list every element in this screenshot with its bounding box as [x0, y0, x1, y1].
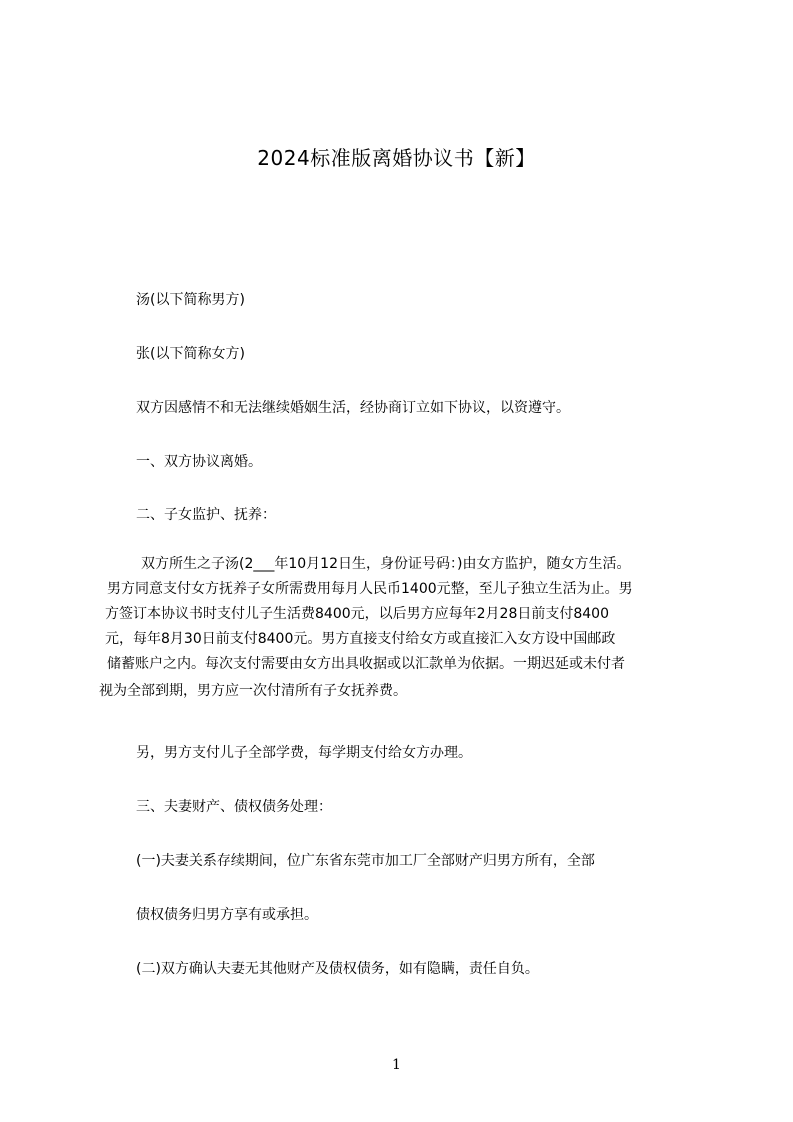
clause-2-extra: 另，男方支付儿子全部学费，每学期支付给女方办理。 [136, 745, 472, 761]
clause-2-heading: 二、子女监护、抚养： [136, 507, 276, 523]
clause-2-body-line: 视为全部到期，男方应一次付清所有子女抚养费。 [99, 683, 407, 699]
clause-3-item-1-continuation: 债权债务归男方享有或承担。 [136, 907, 318, 923]
clause-2-body-line: 储蓄账户之内。每次支付需要由女方出具收据或以汇款单为依据。一期迟延或未付者 [107, 656, 625, 672]
clause-3-heading: 三、夫妻财产、债权债务处理： [136, 799, 332, 815]
preamble: 双方因感情不和无法继续婚姻生活，经协商订立如下协议，以资遵守。 [136, 400, 570, 416]
clause-2-body-line: 方签订本协议书时支付儿子生活费8400元，以后男方应每年2月28日前支付8400 [105, 606, 609, 622]
clause-3-item-2: (二)双方确认夫妻无其他财产及债权债务，如有隐瞒，责任自负。 [136, 961, 539, 977]
clause-2-body [0, 554, 793, 714]
document-title: 2024标准版离婚协议书【新】 [257, 146, 536, 170]
party-female: 张(以下简称女方) [136, 346, 245, 362]
party-male: 汤(以下简称男方) [136, 292, 245, 308]
clause-2-body-line: 双方所生之子汤(2___年10月12日生，身份证号码：)由女方监护，随女方生活。 [141, 556, 631, 572]
clause-2-body-line: 男方同意支付女方抚养子女所需费用每月人民币1400元整，至儿子独立生活为止。男 [107, 581, 633, 597]
page-number: 1 [392, 1057, 401, 1073]
clause-2-body-line: 元，每年8月30日前支付8400元。男方直接支付给女方或直接汇入女方设中国邮政 [105, 631, 616, 647]
clause-1: 一、双方协议离婚。 [136, 454, 262, 470]
clause-3-item-1: (一)夫妻关系存续期间，位广东省东莞市加工厂全部财产归男方所有，全部 [136, 853, 595, 869]
